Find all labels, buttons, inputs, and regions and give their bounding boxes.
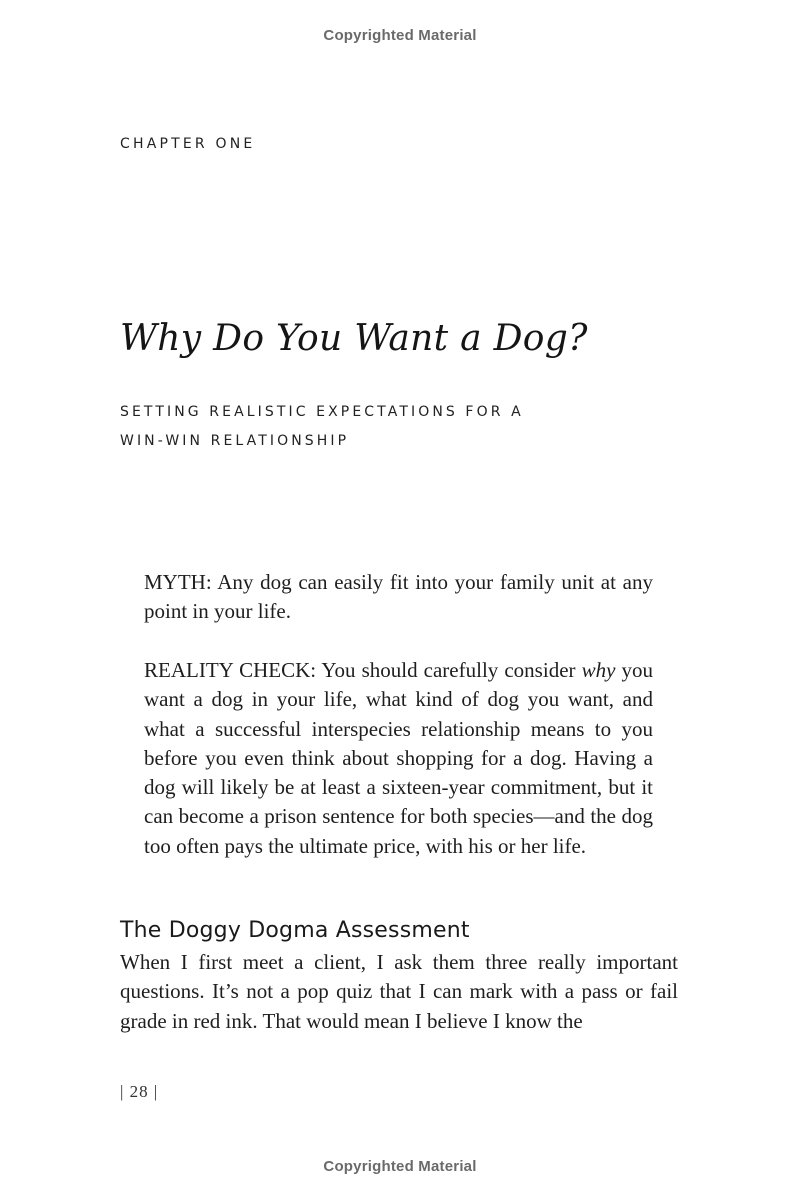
section-heading: The Doggy Dogma Assessment <box>120 918 470 943</box>
reality-check-paragraph <box>144 656 653 861</box>
body-paragraph: When I first meet a client, I ask them three really important questions. It’s not a pop quiz that I can mark with a pass or fail grade in red ink. That would mean I believe I know the <box>120 950 678 1033</box>
chapter-subtitle-line-2: WIN-WIN RELATIONSHIP <box>120 433 350 449</box>
chapter-title: Why Do You Want a Dog? <box>120 318 588 359</box>
reality-check-text-start: REALITY CHECK: You should carefully consider <box>144 658 582 682</box>
reality-check-emphasis: why <box>581 658 616 682</box>
myth-paragraph: MYTH: Any dog can easily fit into your family unit at any point in your life. <box>144 570 653 624</box>
copyright-watermark-top: Copyrighted Material <box>323 27 477 44</box>
page-number: | 28 | <box>120 1082 159 1101</box>
copyright-watermark-bottom: Copyrighted Material <box>323 1158 477 1175</box>
chapter-label: CHAPTER ONE <box>120 136 256 152</box>
reality-check-text-end: you want a dog in your life, what kind of dog you want, and what a successful interspecies relationship means to you before you even think about shopping for a dog. Having a dog will likely be at least a sixteen-year commitment, but it can become a prison sentence for both species—and the dog too often pays the ultimate price, with his or her life. <box>144 658 654 858</box>
chapter-subtitle-line-1: SETTING REALISTIC EXPECTATIONS FOR A <box>120 404 524 420</box>
chapter-subtitle <box>120 398 640 456</box>
